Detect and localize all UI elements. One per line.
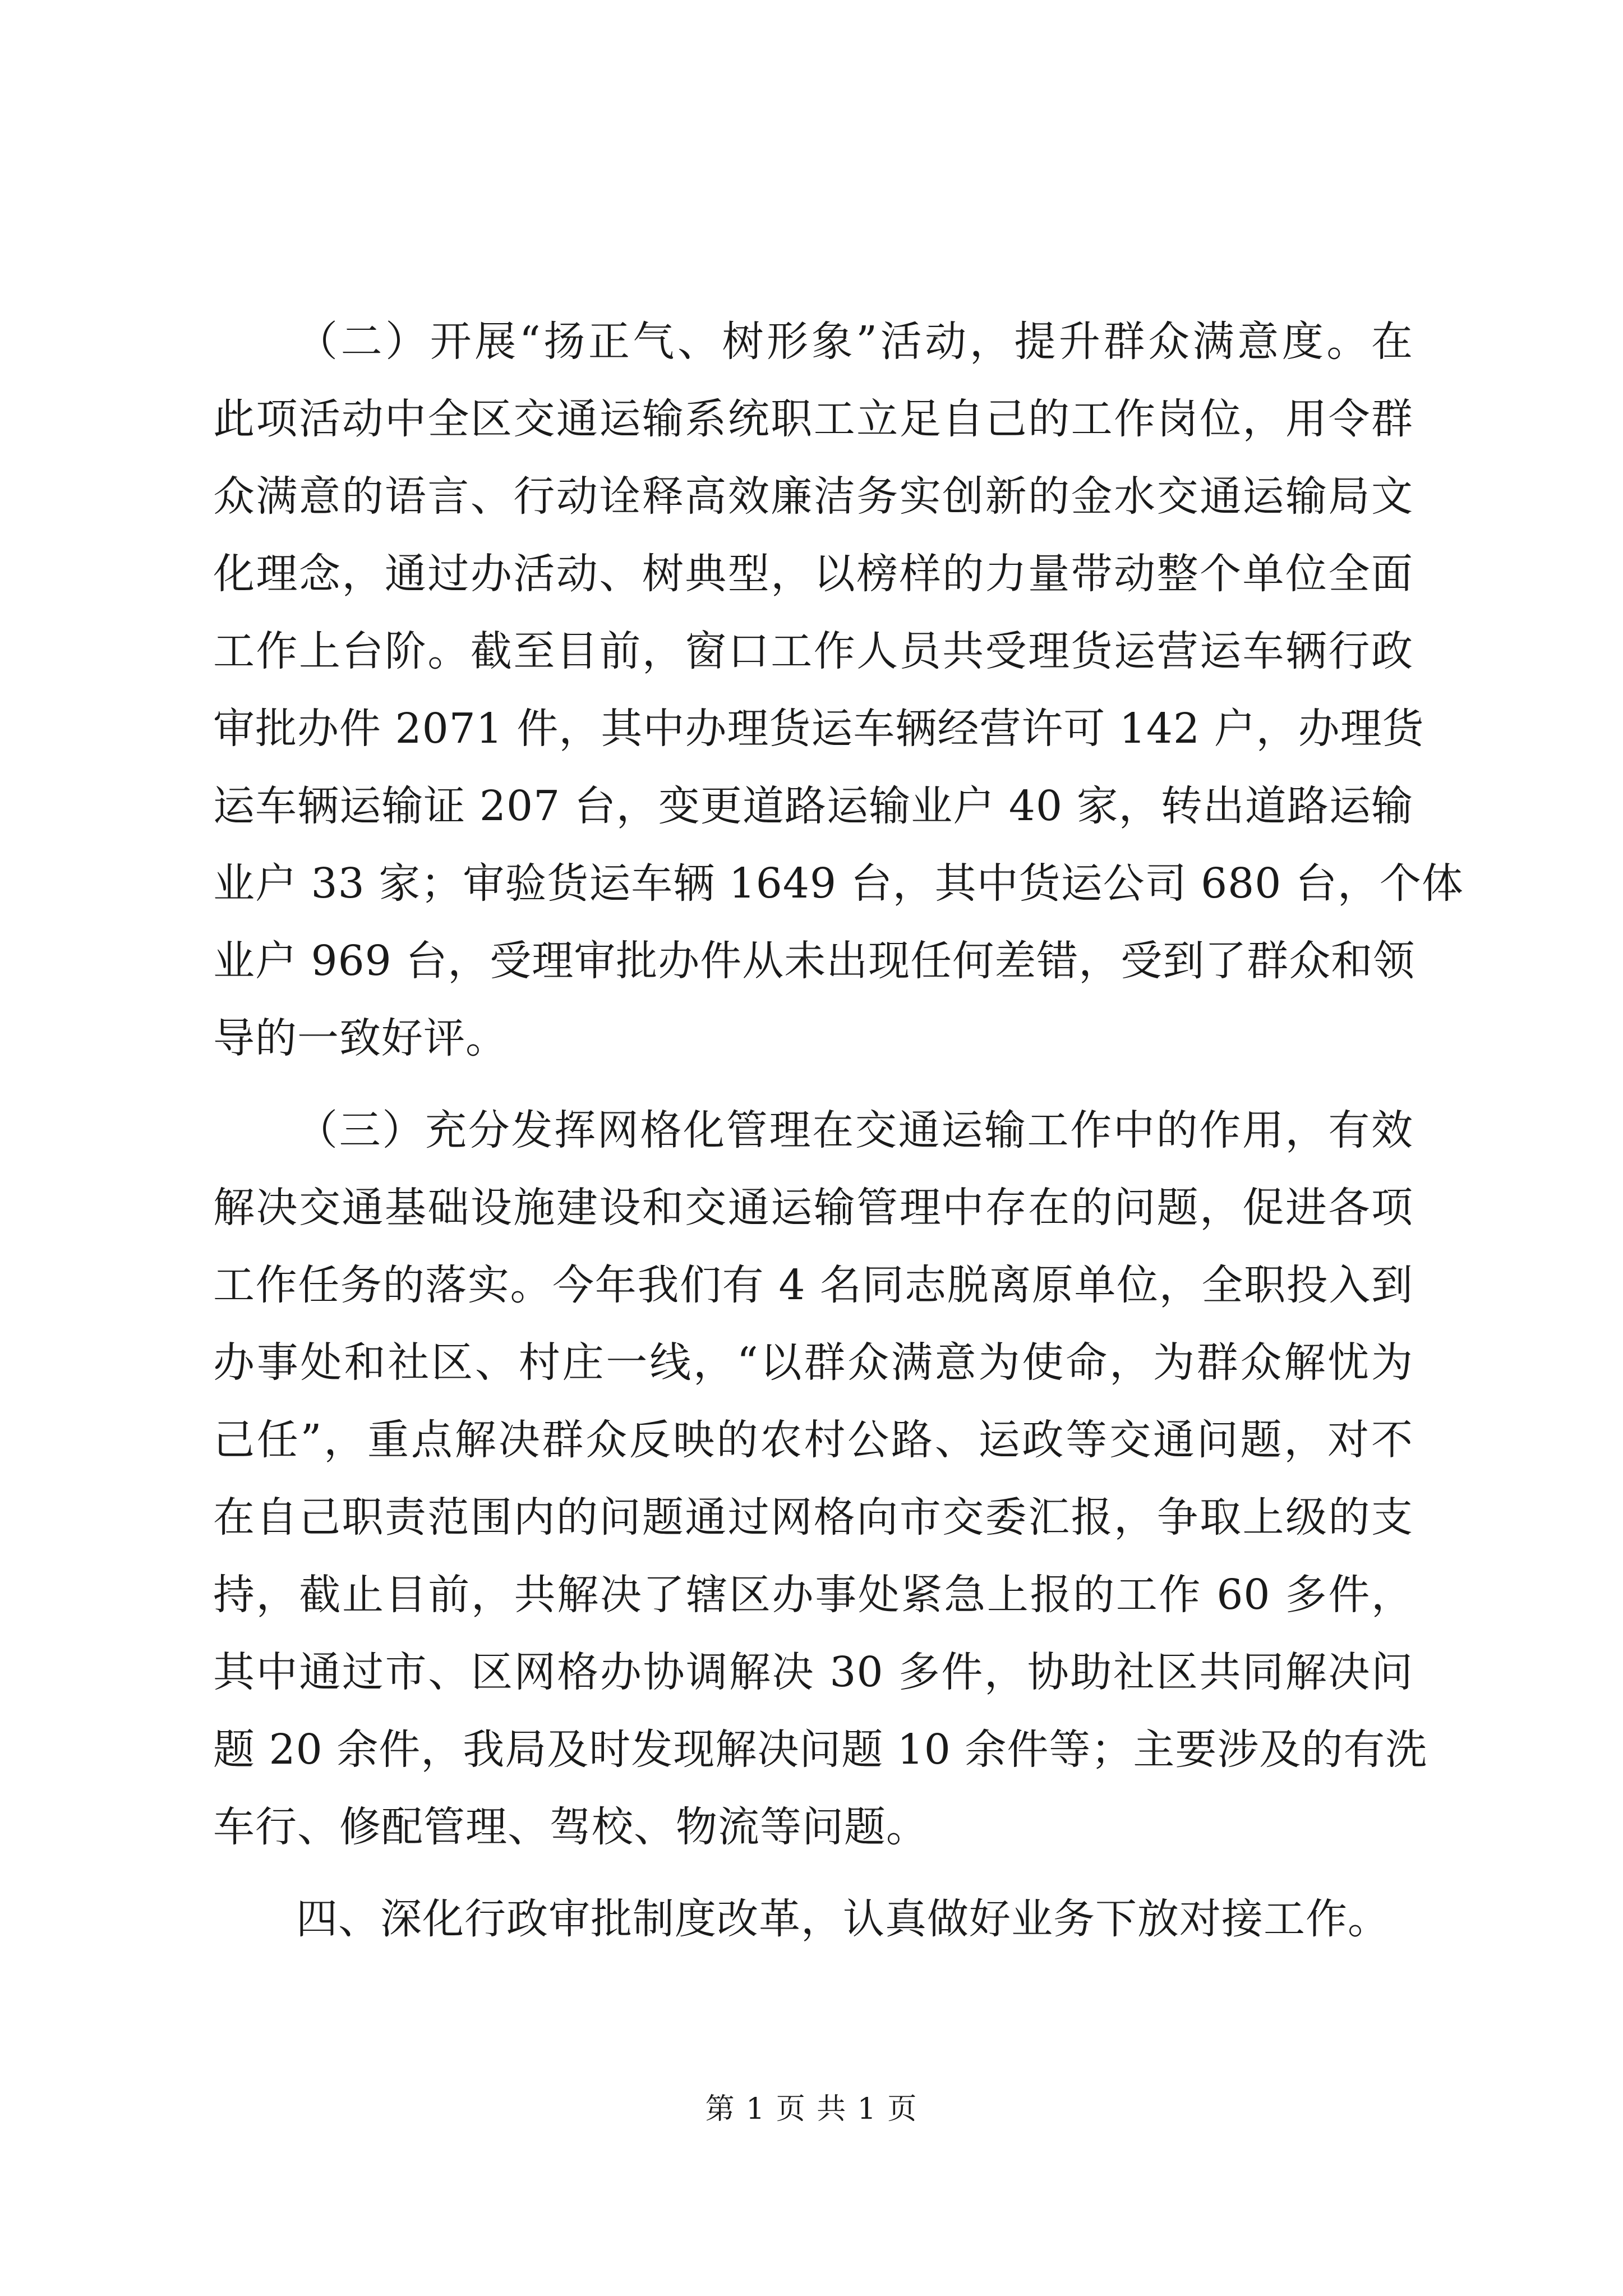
document-body — [213, 303, 1464, 1972]
section-heading-line: 四、深化行政审批制度改革，认真做好业务下放对接工作。 — [296, 1895, 1390, 1943]
paragraph-3 — [213, 1092, 1428, 1866]
paragraph-line: （二）开展“扬正气、树形象”活动，提升群众满意度。在 — [296, 318, 1413, 366]
paragraph-line: 办事处和社区、村庄一线，“以群众满意为使命，为群众解忧为 — [213, 1338, 1413, 1387]
paragraph-line: 此项活动中全区交通运输系统职工立足自己的工作岗位，用令群 — [213, 395, 1413, 443]
paragraph-line: 其中通过市、区网格办协调解决 30 多件，协助社区共同解决问 — [213, 1648, 1413, 1696]
paragraph-line: 持，截止目前，共解决了辖区办事处紧急上报的工作 60 多件， — [213, 1571, 1413, 1619]
paragraph-line: 解决交通基础设施建设和交通运输管理中存在的问题，促进各项 — [213, 1184, 1413, 1232]
paragraph-line: 车行、修配管理、驾校、物流等问题。 — [213, 1803, 928, 1851]
paragraph-line: （三）充分发挥网格化管理在交通运输工作中的作用，有效 — [296, 1106, 1413, 1154]
paragraph-line: 己任”，重点解决群众反映的农村公路、运政等交通问题，对不 — [213, 1416, 1413, 1464]
paragraph-line: 工作上台阶。截至目前，窗口工作人员共受理货运营运车辆行政 — [213, 627, 1413, 675]
paragraph-line: 业户 969 台，受理审批办件从未出现任何差错，受到了群众和领 — [213, 937, 1415, 985]
paragraph-line: 众满意的语言、行动诠释高效廉洁务实创新的金水交通运输局文 — [213, 472, 1413, 521]
page-number-footer: 第 1 页 共 1 页 — [705, 2092, 918, 2126]
section-heading-4 — [213, 1880, 1413, 1958]
paragraph-line: 在自己职责范围内的问题通过网格向市交委汇报，争取上级的支 — [213, 1493, 1413, 1542]
paragraph-line: 化理念，通过办活动、树典型，以榜样的力量带动整个单位全面 — [213, 550, 1413, 598]
paragraph-line: 业户 33 家；审验货运车辆 1649 台，其中货运公司 680 台，个体 — [213, 859, 1464, 908]
paragraph-line: 运车辆运输证 207 台，变更道路运输业户 40 家，转出道路运输 — [213, 782, 1413, 830]
paragraph-line: 导的一致好评。 — [213, 1014, 508, 1062]
paragraph-line: 审批办件 2071 件，其中办理货运车辆经营许可 142 户，办理货 — [213, 705, 1424, 753]
paragraph-2 — [213, 303, 1464, 1077]
paragraph-line: 题 20 余件，我局及时发现解决问题 10 余件等；主要涉及的有洗 — [213, 1726, 1428, 1774]
paragraph-line: 工作任务的落实。今年我们有 4 名同志脱离原单位，全职投入到 — [213, 1261, 1413, 1309]
